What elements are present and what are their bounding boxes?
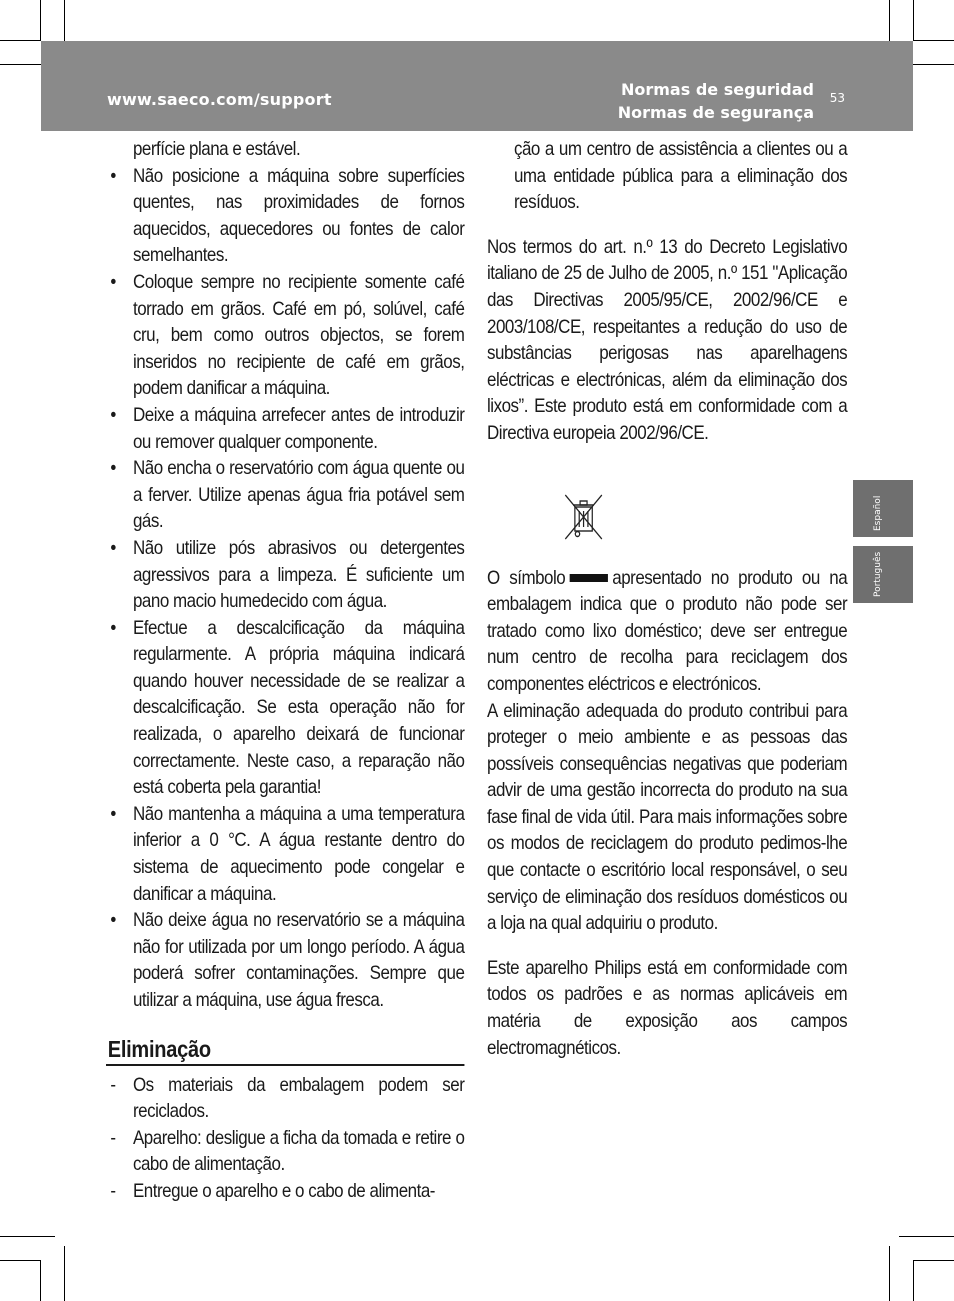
dash-mark: - — [110, 1179, 116, 1202]
left-column — [106, 136, 464, 1205]
dash-continuation: ção a um centro de assistência a clientes ou a uma entidade pública para a eliminação dos resíduos. — [513, 138, 848, 214]
list-item: - Os materiais da embalagem podem ser reciclados. — [110, 1073, 465, 1123]
list-item: • Não encha o reservatório com água quente ou a ferver. Utilize apenas água fria potável sem gás. — [110, 457, 465, 533]
crop-mark — [40, 0, 41, 41]
crop-mark — [899, 1236, 954, 1237]
bullet-mark: • — [110, 616, 116, 639]
bullet-mark: • — [110, 909, 116, 932]
bullet-mark: • — [110, 270, 116, 293]
bullet-continuation: perfície plana e estável. — [132, 138, 301, 160]
crop-mark — [913, 1260, 954, 1261]
list-item: • Deixe a máquina arrefecer antes de introduzir ou remover qualquer componente. — [110, 403, 465, 453]
crop-mark — [913, 1260, 914, 1301]
tab-label-espanol: Español — [873, 495, 883, 531]
crop-mark — [913, 40, 954, 41]
crop-mark — [40, 1260, 41, 1301]
crop-mark — [889, 1246, 890, 1301]
bullet-mark: • — [110, 164, 116, 187]
right-column — [487, 136, 847, 1061]
crop-mark — [0, 40, 41, 41]
paragraph-decree: Nos termos do art. n.º 13 do Decreto Legislativo italiano de 25 de Julho de 2005, n.º 151 "Aplicação das Directivas 2005/95/CE, 2002/96/CE e 2003/108/CE, respeitantes a redução do uso de substâncias perigosas nas aparelhagens eléctricas e electrónicas, além da eliminação dos lixos”. Este produto está em conformidade com a Directiva europeia 2002/96/CE. — [487, 235, 848, 444]
header-titles — [618, 78, 814, 124]
list-item: • Não mantenha a máquina a uma temperatura inferior a 0 °C. A água restante dentro do sistema de aquecimento pode congelar e danificar a máquina. — [110, 802, 465, 905]
list-item: • Não deixe água no reservatório se a máquina não for utilizada por um longo período. A água poderá sofrer contaminações. Sempre que utilizar a máquina, use água fresca. — [110, 909, 465, 1011]
symbol-text-before: O símbolo — [487, 566, 566, 589]
crop-mark — [0, 1260, 41, 1261]
list-item: • Não utilize pós abrasivos ou detergentes agressivos para a limpeza. É suficiente um pano macio humedecido com água. — [110, 536, 465, 613]
bullet-mark: • — [110, 457, 116, 480]
bullet-mark: • — [110, 802, 116, 825]
bullet-mark: • — [110, 536, 116, 559]
list-item: • Não posicione a máquina sobre superfícies quentes, nas proximidades de fornos aquecidos, aquecedores ou fontes de calor semelhantes. — [110, 164, 465, 267]
symbol-text-after: apresentado no produto ou na embalagem indica que o produto não pode ser tratado como lixo doméstico; deve ser entregue num centro de recolha para reciclagem dos componentes eléctricos e electrónicos. — [487, 566, 848, 695]
dash-mark: - — [110, 1126, 116, 1149]
support-url[interactable]: www.saeco.com/support — [107, 90, 332, 109]
list-item: - Aparelho: desligue a ficha da tomada e retire o cabo de alimentação. — [110, 1126, 465, 1176]
page-number: 53 — [829, 91, 845, 105]
section-heading-eliminacao: Eliminação — [106, 1034, 464, 1066]
crop-mark — [64, 1246, 65, 1301]
weee-symbol-area — [487, 447, 847, 565]
tab-portugues[interactable] — [853, 546, 913, 603]
paragraph-emf: Este aparelho Philips está em conformidade com todos os padrões e as normas aplicáveis em matéria de exposição aos campos electromagnéticos. — [487, 956, 848, 1059]
crop-mark — [913, 0, 914, 41]
tab-espanol[interactable] — [853, 480, 913, 537]
tab-label-portugues: Português — [873, 551, 883, 597]
crossed-out-wheelie-bin-icon — [563, 493, 605, 541]
weee-bar-icon — [570, 574, 608, 582]
page-header — [41, 41, 913, 131]
crop-mark — [0, 1236, 55, 1237]
dash-mark: - — [110, 1073, 116, 1096]
bullet-mark: • — [110, 403, 116, 426]
list-item: • Coloque sempre no recipiente somente café torrado em grãos. Café em pó, solúvel, café cru, bem como outros objectos, se forem inseridos no recipiente de café em grãos, podem danificar a máquina. — [110, 270, 465, 400]
list-item: - Entregue o aparelho e o cabo de alimenta- — [106, 1178, 464, 1205]
list-item: • Efectue a descalcificação da máquina regularmente. A própria máquina indicará quando houver necessidade de se realizar a descalcificação. Se esta operação não for realizada, o aparelho deixará de funcionar correctamente. Neste caso, a reparação não está coberta pela garantia! — [110, 616, 465, 799]
header-title-es: Normas de seguridad — [620, 80, 814, 99]
header-title-pt: Normas de segurança — [617, 103, 814, 122]
paragraph-disposal: A eliminação adequada do produto contribui para proteger o meio ambiente e as pessoas das possíveis consequências negativas que poderiam advir de uma gestão incorrecta do produto na sua fase final de vida útil. Para mais informações sobre os modos de reciclagem do produto pedimos-lhe que contacte o escritório local responsável, o seu serviço de eliminação dos resíduos domésticos ou a loja na qual adquiriu o produto. — [487, 699, 848, 935]
paragraph-symbol — [487, 565, 847, 698]
